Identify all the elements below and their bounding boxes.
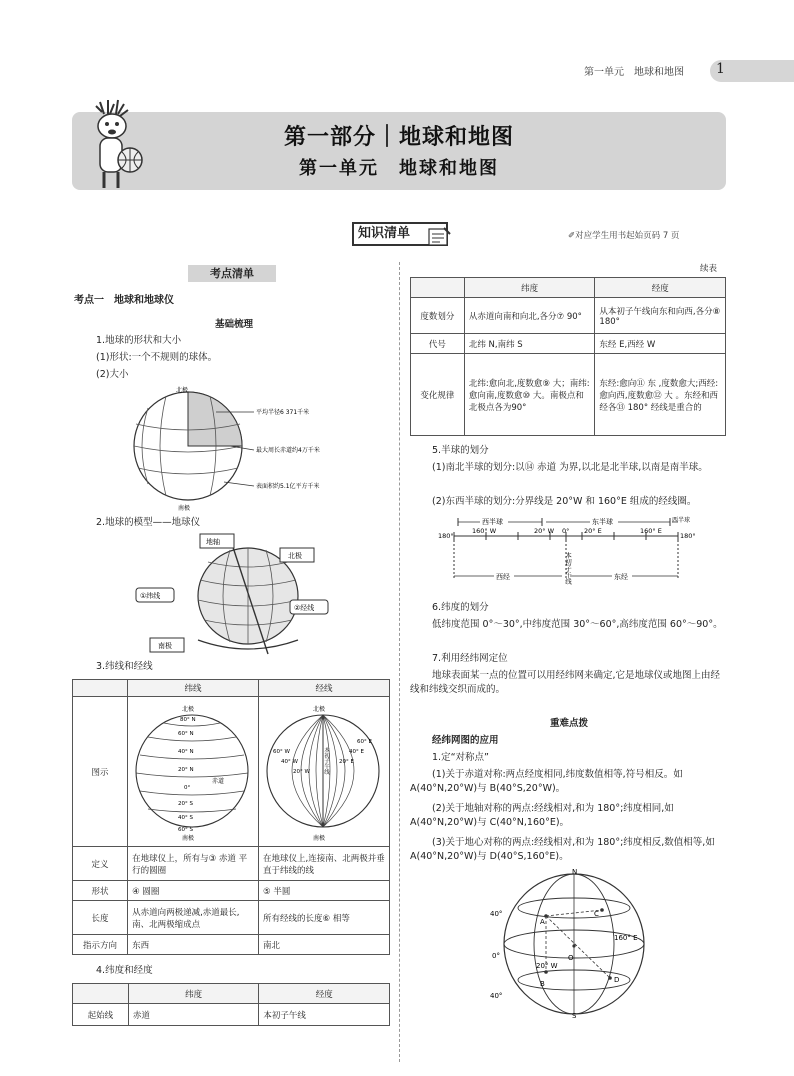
g3-40n: 40° (490, 910, 503, 918)
t2-r0-c0: 起始线 (73, 1004, 129, 1026)
running-header (540, 60, 794, 82)
page-reference-note: ✐对应学生用书起始页码 7 页 (568, 231, 680, 241)
continued-label: 续表 (700, 264, 718, 274)
t3-h1: 纬度 (464, 278, 595, 298)
t1-r1-c1: ④ 圆圈 (128, 881, 259, 901)
g3-20w: 20° W (536, 962, 558, 970)
t2-h2: 经度 (259, 984, 390, 1004)
hemi-west-hemi: 西半球 (482, 518, 503, 526)
p-hemisphere-title: 5.半球的划分 (432, 445, 489, 456)
g3-S: S (572, 1012, 577, 1018)
line-6: 4.纬度和经度 (96, 965, 153, 976)
sub-title: 基础梳理 (214, 319, 253, 330)
p-ew-hemisphere: (2)东西半球的划分:分界线是 20°W 和 160°E 组成的经线圈。 (432, 496, 697, 507)
line-3: (2)大小 (96, 369, 129, 380)
t3-r0-c0: 度数划分 (411, 298, 465, 334)
kp-title: 考点一 地球和地球仪 (74, 295, 174, 306)
hemi-west-hemi-2: 西半球 (672, 517, 691, 524)
unit-title: 第一单元 地球和地图 (299, 158, 499, 179)
globe2-south: 南极 (158, 642, 172, 650)
globe2-lon: ②经线 (294, 604, 315, 612)
t3-r2-c2: 东经:愈向⑪ 东 ,度数愈大;西经:愈向西,度数愈⑫ 大 。东经和西经各⑬ 180° 经线是重合的 (595, 354, 726, 436)
lat-fig-60n: 60° N (178, 731, 194, 737)
globe1-circumference: 最大周长赤道约4万千米 (256, 447, 320, 454)
longitude-globe-figure (259, 697, 387, 843)
line-4: 2.地球的模型——地球仪 (96, 517, 201, 528)
hemi-prime: 本初子午线 (564, 552, 572, 585)
lat-lon-continued-table (410, 277, 726, 436)
t3-h2: 经度 (595, 278, 726, 298)
g3-D: D (614, 976, 620, 984)
hemi-tick-160w: 160° W (472, 527, 497, 535)
notebook-icon (426, 226, 452, 248)
hemisphere-division-diagram (434, 512, 704, 600)
t1-r2-c2: 所有经线的长度⑥ 相等 (259, 901, 390, 935)
t1-h1: 纬线 (128, 680, 259, 697)
hemi-tick-160e: 160° E (640, 527, 662, 535)
lon-fig-20w: 20° W (293, 769, 310, 775)
globe2-lat: ①纬线 (140, 592, 161, 600)
t1-h2: 经线 (259, 680, 390, 697)
t2-h1: 纬度 (128, 984, 259, 1004)
lon-fig-60w: 60° W (273, 749, 290, 755)
column-divider (399, 262, 400, 1062)
globe1-south: 南极 (178, 505, 191, 512)
t2-r0-c1: 赤道 (128, 1004, 259, 1026)
key-points-title: 重难点拨 (549, 718, 588, 729)
t3-r2-c1: 北纬:愈向北,度数愈⑨ 大；南纬:愈向南,度数愈⑩ 大。南极点和北极点各为90° (464, 354, 595, 436)
t1-r2-c0: 长度 (73, 901, 128, 935)
t1-r3-c1: 东西 (128, 935, 259, 955)
lon-fig-40w: 40° W (281, 759, 298, 765)
g3-C: C (594, 910, 599, 918)
g3-40s: 40° (490, 992, 503, 1000)
globe1-area: 表面积约5.1亿平方千米 (256, 483, 320, 490)
lon-fig-60e: 60° E (357, 739, 373, 745)
t2-h0 (73, 984, 129, 1004)
t1-r0-c0: 定义 (73, 847, 128, 881)
p-lat-division: 低纬度范围 0°～30°,中纬度范围 30°～60°,高纬度范围 60°～90°。 (432, 619, 723, 630)
p-ns-hemisphere: (1)南北半球的划分:以⑭ 赤道 为界,以北是北半球,以南是南半球。 (432, 462, 708, 473)
lat-lon-start-table (72, 983, 390, 1026)
t1-r1-c2: ⑤ 半圆 (259, 881, 390, 901)
t1-r3-c2: 南北 (259, 935, 390, 955)
t3-r2-c0: 变化规律 (411, 354, 465, 436)
hemi-tick-20w: 20° W (534, 527, 555, 535)
t1-r0-c1: 在地球仪上，所有与③ 赤道 平行的圆圈 (128, 847, 259, 881)
symmetry-center: (3)关于地心对称的两点:经线相对,和为 180°;纬度相反,数值相等,如 A(40°N,20°W)与 D(40°S,160°E)。 (410, 837, 715, 862)
lon-fig-20e: 20° E (339, 759, 355, 765)
lon-fig-40e: 40° E (349, 749, 365, 755)
symmetry-axis: (2)关于地轴对称的两点:经线相对,和为 180°;纬度相同,如 A(40°N,20°W)与 C(40°N,160°E)。 (410, 803, 674, 828)
g3-B: B (540, 980, 545, 988)
hemi-tick-0: 0° (562, 527, 570, 535)
hemi-east: 东经 (614, 573, 628, 581)
t1-r0-c2: 在地球仪上,连接南、北两极并垂直于纬线的线 (259, 847, 390, 881)
lon-fig-north: 北极 (313, 706, 326, 713)
header-unit: 第一单元 地球和地图 (584, 67, 684, 78)
lat-fig-20n: 20° N (178, 767, 194, 773)
line-2: (1)形状:一个不规则的球体。 (96, 352, 218, 363)
line-1: 1.地球的形状和大小 (96, 335, 182, 346)
t1-r2-c1: 从赤道向两极递减,赤道最长,南、北两极缩成点 (128, 901, 259, 935)
lat-lon-table (72, 679, 390, 955)
t1-r1-c0: 形状 (73, 881, 128, 901)
lat-fig-0: 0° (184, 785, 191, 791)
lat-fig-south: 南极 (182, 835, 195, 842)
t3-r0-c1: 从赤道向南和向北,各分⑦ 90° (464, 298, 595, 334)
part-title: 第一部分｜地球和地图 (283, 125, 514, 150)
g3-160e: 160° E (614, 934, 638, 942)
lat-fig-40n: 40° N (178, 749, 194, 755)
lat-fig-north: 北极 (182, 706, 195, 713)
g3-0: 0° (492, 952, 500, 960)
earth-size-diagram (126, 384, 366, 514)
hemi-west: 西经 (496, 573, 510, 581)
g3-N: N (572, 868, 578, 876)
symmetry-equator: (1)关于赤道对称:两点经度相同,纬度数值相等,符号相反。如 A(40°N,20°W)与 B(40°S,20°W)。 (410, 769, 683, 794)
lat-fig-80n: 80° N (180, 717, 196, 723)
t1-h0 (73, 680, 128, 697)
t3-r0-c2: 从本初子午线向东和向西,各分⑧ 180° (595, 298, 726, 334)
page-tab (710, 60, 794, 82)
line-5: 3.纬线和经线 (96, 661, 153, 672)
deer-mascot-icon (78, 96, 148, 192)
p-grid-title: 7.利用经纬网定位 (432, 653, 508, 664)
t3-r1-c1: 北纬 N,南纬 S (464, 334, 595, 354)
knowledge-list-label: 知识清单 (352, 222, 448, 246)
globe1-north: 北极 (176, 387, 189, 394)
chapter-banner (72, 112, 726, 190)
lat-fig-60s: 60° S (178, 827, 194, 833)
g3-A: A (540, 918, 545, 926)
latitude-globe-figure (128, 697, 256, 843)
t1-figure-label: 图示 (73, 697, 128, 847)
t1-r3-c0: 指示方向 (73, 935, 128, 955)
symmetry-title: 1.定“对称点” (432, 752, 489, 763)
globe2-north: 北极 (288, 552, 302, 560)
hemi-tick-180e: 180° (680, 532, 696, 540)
p-lat-division-title: 6.纬度的划分 (432, 602, 489, 613)
symmetry-globe-diagram (488, 868, 658, 1018)
hemi-tick-20e: 20° E (584, 527, 602, 535)
globe1-radius: 平均半径6 371千米 (256, 409, 310, 416)
hemi-tick-180w: 180° (438, 532, 454, 540)
p-grid: 地球表面某一点的位置可以用经纬网来确定,它是地球仪或地图上由经线和纬线交织而成的。 (410, 670, 721, 695)
lat-fig-20s: 20° S (178, 801, 194, 807)
lon-fig-prime: 本初子午线 (323, 747, 330, 775)
hemi-east-hemi: 东半球 (592, 518, 613, 526)
globe-model-diagram (130, 530, 360, 656)
t3-r1-c2: 东经 E,西经 W (595, 334, 726, 354)
grid-app-title: 经纬网图的应用 (432, 735, 499, 746)
lat-fig-equator: 赤道 (212, 778, 225, 785)
lat-fig-40s: 40° S (178, 815, 194, 821)
t2-r0-c2: 本初子午线 (259, 1004, 390, 1026)
lon-fig-south: 南极 (313, 835, 326, 842)
section-pill: 考点清单 (188, 265, 276, 282)
g3-O: O (568, 954, 574, 962)
t3-r1-c0: 代号 (411, 334, 465, 354)
globe2-axis: 地轴 (206, 538, 220, 546)
page-number: 1 (716, 61, 725, 77)
t3-h0 (411, 278, 465, 298)
